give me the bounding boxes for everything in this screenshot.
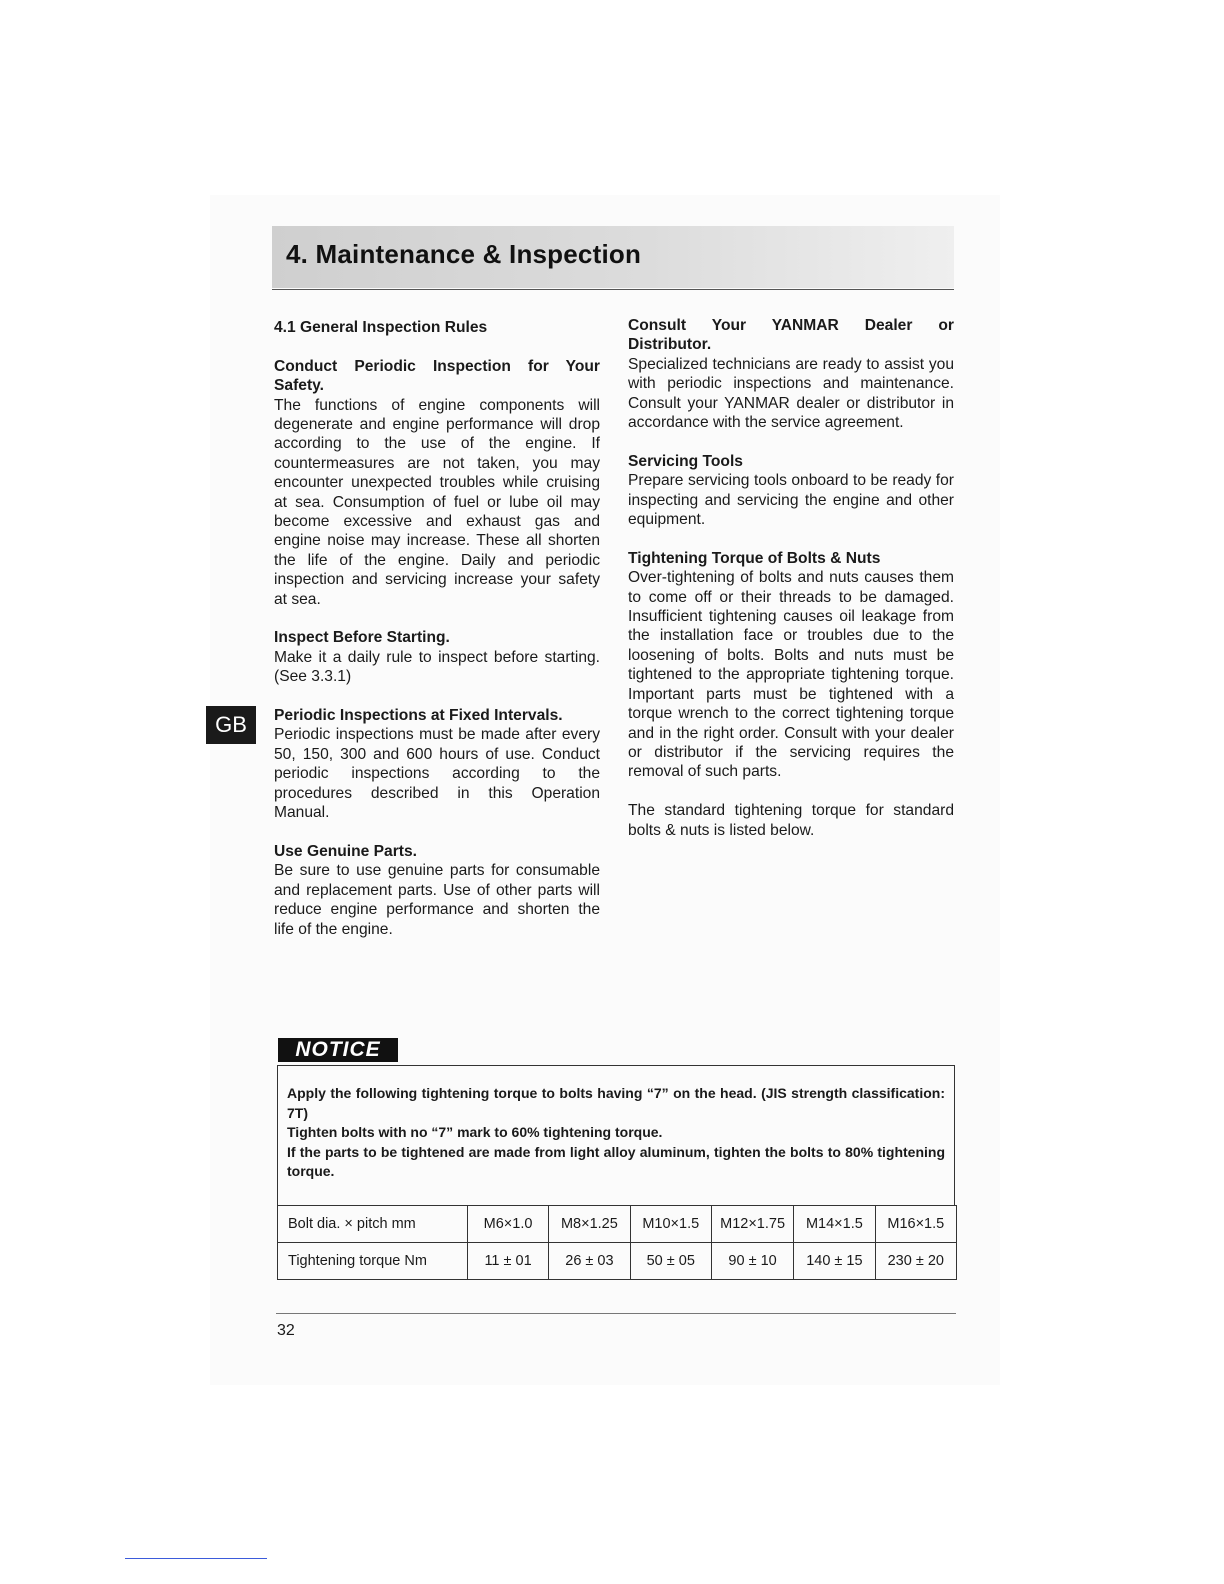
table-cell: M14×1.5 — [794, 1206, 875, 1243]
left-column — [274, 318, 600, 939]
block-heading-torque: Tightening Torque of Bolts & Nuts — [628, 549, 881, 567]
table-cell: M8×1.25 — [549, 1206, 630, 1243]
block-text-fixed-intervals: Periodic inspections must be made after every 50, 150, 300 and 600 hours of use. Conduct periodic inspections according to the procedures described in this Operation Manual. — [274, 726, 600, 822]
table-cell: 26 ± 03 — [549, 1243, 630, 1280]
block-heading-safety: Conduct Periodic Inspection for Your Safety. — [274, 357, 600, 395]
block-text-torque: Over-tightening of bolts and nuts causes them to come off or their threads to be damaged. Insufficient tightening causes oil leakage from the installation face or troubles due to the loosening of bolts. Bolts and nuts must be tightened to the appropriate tightening torque. Important parts must be tightened with a torque wrench to the correct tightening torque and in the right order. Consult with your dealer or distributor if the servicing requires the removal of such parts. — [628, 569, 954, 781]
notice-line: If the parts to be tightened are made from light alloy aluminum, tighten the bolts to 80% tightening torque. — [287, 1143, 945, 1180]
row-header-bolt-size: Bolt dia. × pitch mm — [278, 1206, 468, 1243]
block-text-tools: Prepare servicing tools onboard to be ready for inspecting and servicing the engine and other equipment. — [628, 472, 954, 529]
table-cell: M6×1.0 — [467, 1206, 548, 1243]
table-cell: M12×1.75 — [711, 1206, 793, 1243]
closing-text: The standard tightening torque for standard bolts & nuts is listed below. — [628, 802, 954, 839]
page-number: 32 — [277, 1322, 295, 1339]
footnote-link-underline[interactable] — [125, 1558, 267, 1559]
notice-box — [277, 1065, 955, 1205]
right-column — [628, 316, 954, 840]
row-header-torque: Tightening torque Nm — [278, 1243, 468, 1280]
table-cell: 230 ± 20 — [875, 1243, 956, 1280]
table-cell: M10×1.5 — [630, 1206, 711, 1243]
section-title: 4.1 General Inspection Rules — [274, 319, 488, 336]
language-tab-gb: GB — [206, 706, 256, 744]
notice-line: Apply the following tightening torque to bolts having “7” on the head. (JIS strength classification: 7T) — [287, 1085, 945, 1121]
block-heading-tools: Servicing Tools — [628, 452, 743, 470]
block-heading-fixed-intervals: Periodic Inspections at Fixed Intervals. — [274, 707, 563, 725]
block-heading-before-starting: Inspect Before Starting. — [274, 629, 450, 647]
header-divider — [272, 289, 954, 290]
block-text-safety: The functions of engine components will degenerate and engine performance will drop according to the use of the engine. If countermeasures are not taken, you may encounter unexpected troubles while cruising at sea. Consumption of fuel or lube oil may become excessive and exhaust gas and engine noise may increase. These all shorten the life of the engine. Daily and periodic inspection and servicing increase your safety at sea. — [274, 396, 600, 608]
block-heading-genuine-parts: Use Genuine Parts. — [274, 842, 417, 860]
table-cell: 140 ± 15 — [794, 1243, 875, 1280]
table-cell: 90 ± 10 — [711, 1243, 793, 1280]
table-cell: M16×1.5 — [875, 1206, 956, 1243]
table-row-torque — [278, 1243, 957, 1280]
block-text-genuine-parts: Be sure to use genuine parts for consumable and replacement parts. Use of other parts will reduce engine performance and shorten the life of the engine. — [274, 862, 600, 938]
table-cell: 11 ± 01 — [467, 1243, 548, 1280]
notice-line: Tighten bolts with no “7” mark to 60% tightening torque. — [287, 1124, 663, 1141]
footer-divider — [276, 1313, 956, 1314]
torque-table — [277, 1205, 957, 1280]
table-cell: 50 ± 05 — [630, 1243, 711, 1280]
chapter-title: 4. Maintenance & Inspection — [286, 239, 642, 269]
block-text-dealer: Specialized technicians are ready to assist you with periodic inspections and maintenance. Consult your YANMAR dealer or distributor in accordance with the service agreement. — [628, 355, 954, 432]
block-text-before-starting: Make it a daily rule to inspect before starting. (See 3.3.1) — [274, 648, 600, 686]
table-row-bolt-size — [278, 1206, 957, 1243]
block-heading-dealer: Consult Your YANMAR Dealer or Distributor. — [628, 317, 954, 354]
notice-label: NOTICE — [278, 1038, 398, 1062]
